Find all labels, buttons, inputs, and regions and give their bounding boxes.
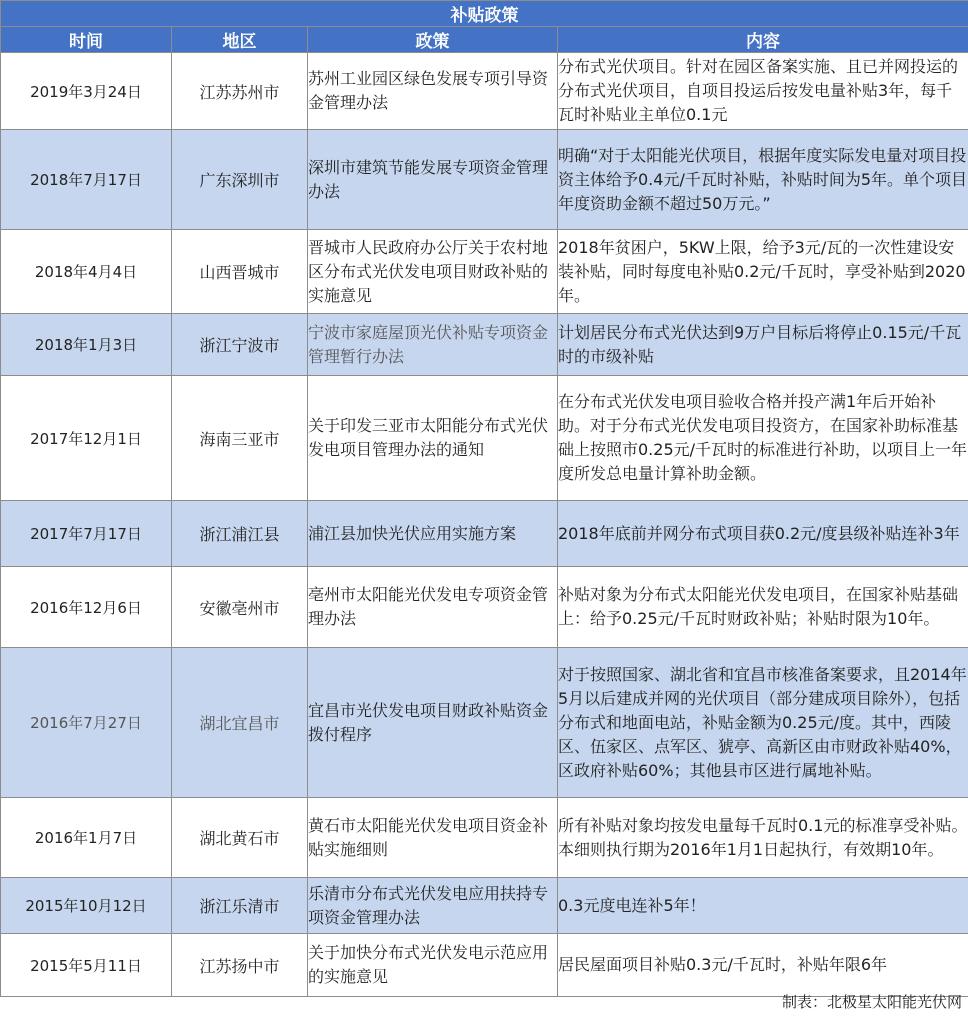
header-region: 地区: [172, 27, 308, 53]
header-date: 时间: [1, 27, 172, 53]
table-header-row: [1, 27, 968, 53]
table-row: [1, 230, 968, 314]
table-row: [1, 130, 968, 230]
cell-date: 2015年5月11日: [1, 934, 172, 997]
cell-region: 湖北黄石市: [172, 798, 308, 878]
cell-content: 对于按照国家、湖北省和宜昌市核准备案要求，且2014年5月以后建成并网的光伏项目（部分建成项目除外），包括分布式和地面电站，补贴金额为0.25元/度。其中，西陵区、伍家区、点军区、猇亭、高新区由市财政补贴40%，区政府补贴60%；其他县市区进行属地补贴。: [558, 648, 968, 798]
cell-policy: 关于加快分布式光伏发电示范应用的实施意见: [308, 934, 558, 997]
cell-policy: 亳州市太阳能光伏发电专项资金管理办法: [308, 567, 558, 648]
cell-content: 明确“对于太阳能光伏项目，根据年度实际发电量对项目投资主体给予0.4元/千瓦时补贴，补贴时间为5年。单个项目年度资助金额不超过50万元。”: [558, 130, 968, 230]
cell-policy: 深圳市建筑节能发展专项资金管理办法: [308, 130, 558, 230]
cell-content: 所有补贴对象均按发电量每千瓦时0.1元的标准享受补贴。本细则执行期为2016年1月1日起执行，有效期10年。: [558, 798, 968, 878]
cell-region: 湖北宜昌市: [172, 648, 308, 798]
cell-region: 海南三亚市: [172, 376, 308, 501]
cell-date: 2019年3月24日: [1, 53, 172, 130]
table-row: [1, 314, 968, 376]
cell-date: 2018年7月17日: [1, 130, 172, 230]
cell-region: 浙江宁波市: [172, 314, 308, 376]
cell-region: 广东深圳市: [172, 130, 308, 230]
table-source-note: 制表：北极星太阳能光伏网: [781, 993, 962, 1011]
cell-content: 居民屋面项目补贴0.3元/千瓦时，补贴年限6年: [558, 934, 968, 997]
cell-region: 浙江乐清市: [172, 878, 308, 934]
cell-date: 2016年12月6日: [1, 567, 172, 648]
cell-content: 在分布式光伏发电项目验收合格并投产满1年后开始补助。对于分布式光伏发电项目投资方，在国家补助标准基础上按照市0.25元/千瓦时的标准进行补助，以项目上一年度所发总电量计算补助金额。: [558, 376, 968, 501]
cell-policy: 乐清市分布式光伏发电应用扶持专项资金管理办法: [308, 878, 558, 934]
cell-policy: 关于印发三亚市太阳能分布式光伏发电项目管理办法的通知: [308, 376, 558, 501]
cell-region: 安徽亳州市: [172, 567, 308, 648]
cell-policy: 宜昌市光伏发电项目财政补贴资金拨付程序: [308, 648, 558, 798]
cell-region: 浙江浦江县: [172, 501, 308, 567]
cell-region: 山西晋城市: [172, 230, 308, 314]
table-row: [1, 648, 968, 798]
cell-date: 2015年10月12日: [1, 878, 172, 934]
cell-content: 2018年贫困户，5KW上限，给予3元/瓦的一次性建设安装补贴，同时每度电补贴0.2元/千瓦时，享受补贴到2020年。: [558, 230, 968, 314]
cell-date: 2017年12月1日: [1, 376, 172, 501]
cell-content: 0.3元度电连补5年！: [558, 878, 968, 934]
table-row: [1, 934, 968, 997]
header-policy: 政策: [308, 27, 558, 53]
table-title-row: [1, 1, 968, 27]
cell-policy: 黄石市太阳能光伏发电项目资金补贴实施细则: [308, 798, 558, 878]
table-row: [1, 501, 968, 567]
cell-date: 2018年4月4日: [1, 230, 172, 314]
cell-region: 江苏扬中市: [172, 934, 308, 997]
cell-date: 2018年1月3日: [1, 314, 172, 376]
cell-content: 分布式光伏项目。针对在园区备案实施、且已并网投运的分布式光伏项目，自项目投运后按发电量补贴3年，每千瓦时补贴业主单位0.1元: [558, 53, 968, 130]
table-title: 补贴政策: [1, 1, 968, 27]
table-row: [1, 376, 968, 501]
cell-policy: 晋城市人民政府办公厅关于农村地区分布式光伏发电项目财政补贴的实施意见: [308, 230, 558, 314]
cell-content: 2018年底前并网分布式项目获0.2元/度县级补贴连补3年: [558, 501, 968, 567]
table-row: [1, 878, 968, 934]
cell-content: 补贴对象为分布式太阳能光伏发电项目，在国家补贴基础上：给予0.25元/千瓦时财政补贴；补贴时限为10年。: [558, 567, 968, 648]
table-row: [1, 567, 968, 648]
cell-date: 2017年7月17日: [1, 501, 172, 567]
cell-policy: 宁波市家庭屋顶光伏补贴专项资金管理暂行办法: [308, 314, 558, 376]
cell-policy: 浦江县加快光伏应用实施方案: [308, 501, 558, 567]
cell-date: 2016年1月7日: [1, 798, 172, 878]
cell-content: 计划居民分布式光伏达到9万户目标后将停止0.15元/千瓦时的市级补贴: [558, 314, 968, 376]
cell-region: 江苏苏州市: [172, 53, 308, 130]
table-row: [1, 798, 968, 878]
cell-policy: 苏州工业园区绿色发展专项引导资金管理办法: [308, 53, 558, 130]
table-row: [1, 53, 968, 130]
header-content: 内容: [558, 27, 968, 53]
cell-date: 2016年7月27日: [1, 648, 172, 798]
